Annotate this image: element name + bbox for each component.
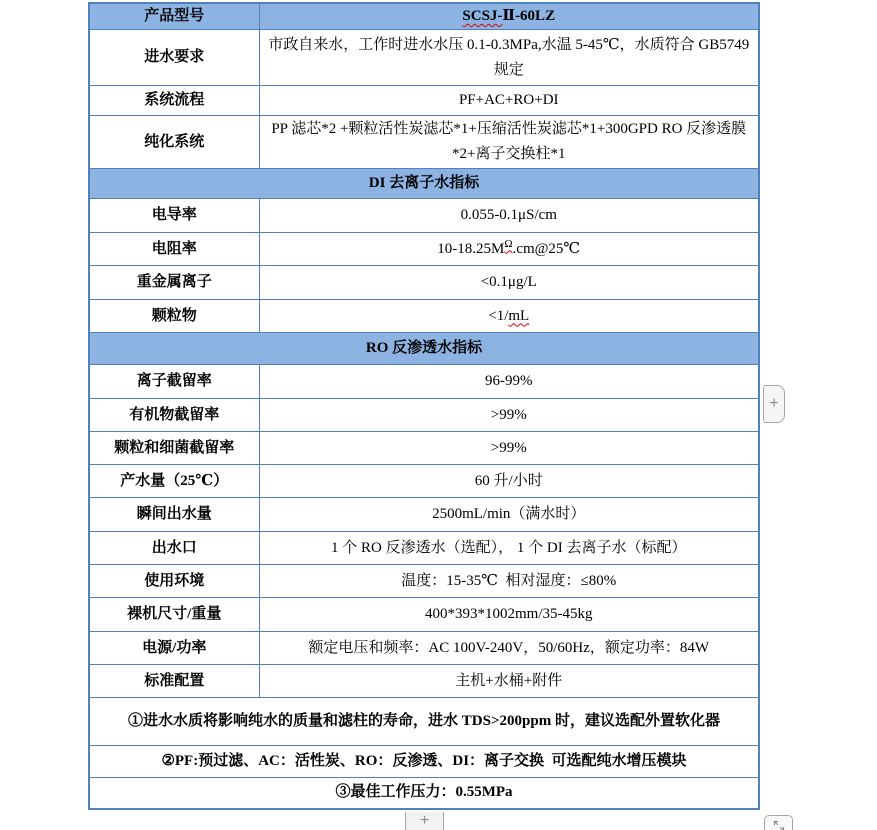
spec-row — [89, 116, 759, 169]
spec-row — [89, 498, 759, 532]
spec-row — [89, 465, 759, 498]
value-text: 10-18.25M — [437, 240, 505, 257]
spec-value-cell: PF+AC+RO+DI — [259, 86, 759, 116]
spec-row — [89, 632, 759, 665]
note-row — [89, 698, 759, 746]
spec-row — [89, 266, 759, 300]
spec-row — [89, 199, 759, 233]
misspelled-text: Ω — [504, 237, 513, 250]
section-title: DI 去离子水指标 — [89, 169, 759, 199]
spec-row — [89, 532, 759, 565]
spec-row — [89, 598, 759, 632]
spec-value-cell: 0.055-0.1μS/cm — [259, 199, 759, 233]
add-row-button[interactable] — [405, 812, 444, 830]
plus-icon: + — [769, 395, 779, 412]
spec-label-cell: 离子截留率 — [89, 365, 259, 399]
spec-label-cell: 重金属离子 — [89, 266, 259, 300]
note-text: ③最佳工作压力：0.55MPa — [89, 778, 759, 809]
plus-icon: + — [419, 812, 430, 829]
spec-value-cell: >99% — [259, 399, 759, 432]
spec-label-cell: 使用环境 — [89, 565, 259, 598]
section-header-row — [89, 169, 759, 199]
spec-value-cell: PP 滤芯*2 +颗粒活性炭滤芯*1+压缩活性炭滤芯*1+300GPD RO 反渗透膜*2+离子交换柱*1 — [259, 116, 759, 169]
spec-label-cell: 标准配置 — [89, 665, 259, 698]
spec-label-cell: 颗粒物 — [89, 300, 259, 333]
spec-value-cell: 温度：15-35℃ 相对湿度：≤80% — [259, 565, 759, 598]
spec-label-cell: 瞬间出水量 — [89, 498, 259, 532]
spec-value-cell: 额定电压和频率：AC 100V-240V，50/60Hz，额定功率：84W — [259, 632, 759, 665]
spec-label-cell: 进水要求 — [89, 30, 259, 86]
spec-label-cell: 有机物截留率 — [89, 399, 259, 432]
spec-value-cell — [259, 300, 759, 333]
spec-label-cell: 电导率 — [89, 199, 259, 233]
note-text: ②PF:预过滤、AC：活性炭、RO：反渗透、DI：离子交换 可选配纯水增压模块 — [89, 746, 759, 778]
product-model-text: Ⅱ-60LZ — [502, 8, 556, 24]
spec-value-cell: 主机+水桶+附件 — [259, 665, 759, 698]
value-text: .cm@25℃ — [512, 240, 581, 257]
spec-value-cell: 市政自来水，工作时进水水压 0.1-0.3MPa,水温 5-45℃，水质符合 GB5749 规定 — [259, 30, 759, 86]
note-text: ①进水水质将影响纯水的质量和滤柱的寿命，进水 TDS>200ppm 时，建议选配外置软化器 — [89, 698, 759, 746]
header-label-cell: 产品型号 — [89, 3, 259, 30]
section-title: RO 反渗透水指标 — [89, 333, 759, 365]
spec-row — [89, 30, 759, 86]
spec-label-cell: 出水口 — [89, 532, 259, 565]
resize-diagonal-icon — [772, 819, 786, 830]
spec-value-cell: <0.1μg/L — [259, 266, 759, 300]
spec-label-cell: 颗粒和细菌截留率 — [89, 432, 259, 465]
misspelled-text: mL — [508, 307, 530, 324]
spec-value-cell — [259, 233, 759, 266]
spec-label-cell: 纯化系统 — [89, 116, 259, 169]
spec-row — [89, 86, 759, 116]
spec-value-cell: 60 升/小时 — [259, 465, 759, 498]
spec-label-cell: 电源/功率 — [89, 632, 259, 665]
spec-row — [89, 665, 759, 698]
spec-row — [89, 565, 759, 598]
spec-label-cell: 裸机尺寸/重量 — [89, 598, 259, 632]
add-column-button[interactable] — [763, 385, 785, 423]
spec-value-cell: 96-99% — [259, 365, 759, 399]
spec-row — [89, 233, 759, 266]
spec-value-cell: 2500mL/min（满水时） — [259, 498, 759, 532]
product-model-cell — [259, 3, 759, 30]
product-spec-table — [88, 2, 760, 810]
spec-row — [89, 365, 759, 399]
section-header-row — [89, 333, 759, 365]
spec-label-cell: 系统流程 — [89, 86, 259, 116]
value-text: <1/ — [488, 307, 509, 324]
spec-value-cell: 1 个 RO 反渗透水（选配）， 1 个 DI 去离子水（标配） — [259, 532, 759, 565]
note-row — [89, 778, 759, 809]
spec-row — [89, 432, 759, 465]
spec-row — [89, 300, 759, 333]
misspelled-text: SCSJ- — [462, 8, 503, 24]
spec-label-cell: 电阻率 — [89, 233, 259, 266]
spec-label-cell: 产水量（25℃） — [89, 465, 259, 498]
table-resize-handle[interactable] — [764, 815, 793, 830]
spec-row — [89, 399, 759, 432]
note-row — [89, 746, 759, 778]
spec-value-cell: 400*393*1002mm/35-45kg — [259, 598, 759, 632]
spec-value-cell: >99% — [259, 432, 759, 465]
table-header-row — [89, 3, 759, 30]
